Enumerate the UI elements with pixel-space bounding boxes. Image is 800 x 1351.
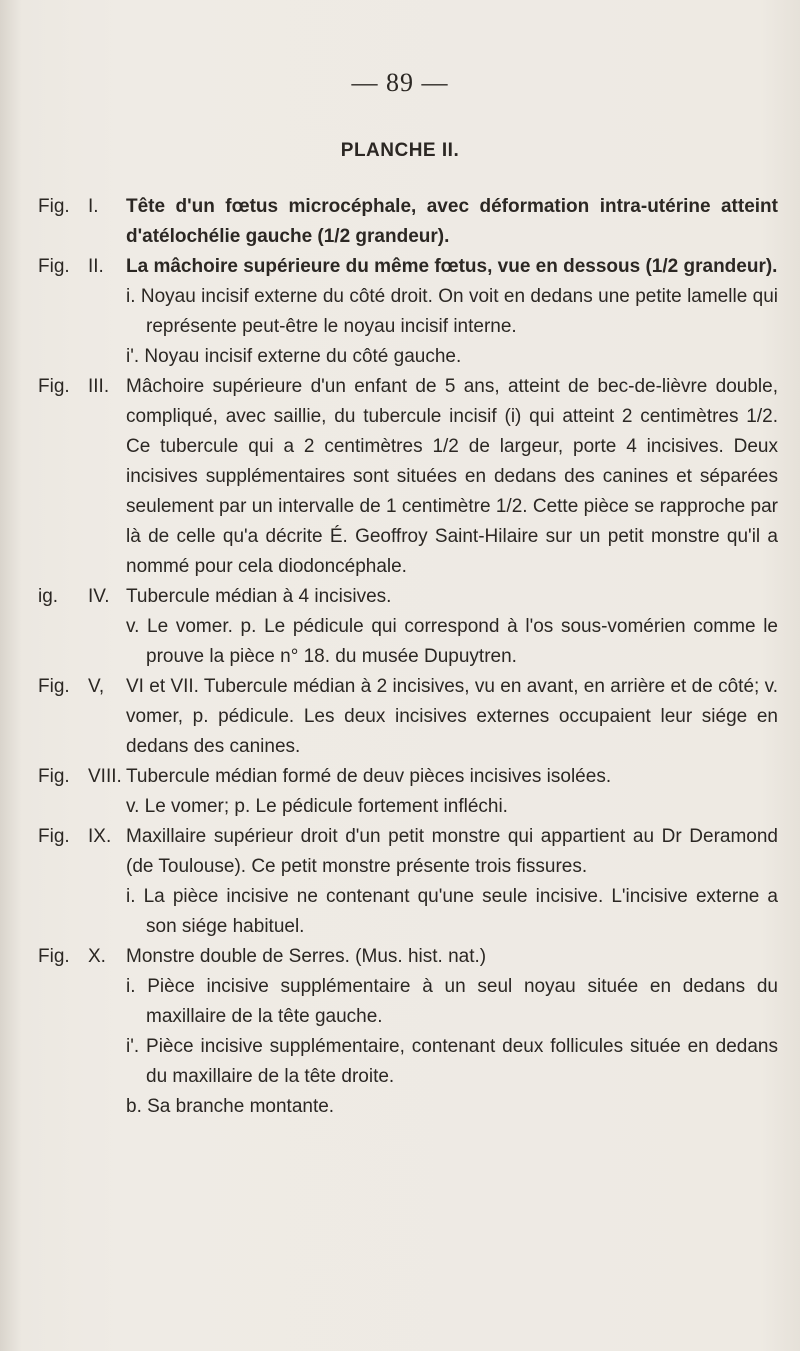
fig-number: II.: [88, 256, 104, 277]
fig-caption: VI et VII. Tubercule médian à 2 incisives, vu en avant, en arrière et de côté; v. vomer, p. pédicule. Les deux incisives externes occupaient leur siége en dedans des canines.: [126, 676, 778, 757]
fig-label: Fig.: [38, 196, 70, 217]
fig-sub-caption: i. La pièce incisive ne contenant qu'une seule incisive. L'incisive externe a son siége habituel.: [126, 886, 778, 937]
fig-label: Fig.: [38, 376, 70, 397]
figure-entry-2: [38, 252, 778, 282]
fig-sub-caption: i. Pièce incisive supplémentaire à un seul noyau située en dedans du maxillaire de la tête gauche.: [126, 976, 778, 1027]
fig-label: Fig.: [38, 256, 70, 277]
figure-entry-5: [38, 672, 778, 762]
fig-number: V,: [88, 676, 105, 697]
fig-sub-caption: i'. Pièce incisive supplémentaire, contenant deux follicules située en dedans du maxillaire de la tête droite.: [126, 1036, 778, 1087]
plate-title: PLANCHE II.: [340, 140, 460, 161]
fig-label: Fig.: [38, 946, 70, 967]
fig-number: IX.: [88, 826, 112, 847]
fig-sub-caption: v. Le vomer. p. Le pédicule qui correspond à l'os sous-vomérien comme le prouve la pièce n° 18. du musée Dupuytren.: [126, 616, 778, 667]
figure-entry-10: [38, 942, 778, 972]
fig-label: Fig.: [38, 766, 70, 787]
fig-number: III.: [88, 376, 110, 397]
fig-label: Fig.: [38, 676, 70, 697]
fig-caption: Maxillaire supérieur droit d'un petit monstre qui appartient au Dr Deramond (de Toulouse). Ce petit monstre présente trois fissures.: [126, 826, 778, 877]
fig-number: IV.: [88, 586, 110, 607]
fig-label: ig.: [38, 586, 59, 607]
fig-number: VIII.: [88, 766, 122, 787]
figure-entry-9: [38, 822, 778, 882]
fig-sub-caption: b. Sa branche montante.: [126, 1096, 335, 1117]
fig-caption: Tubercule médian formé de deuv pièces incisives isolées.: [126, 766, 612, 787]
fig-caption: Tête d'un fœtus microcéphale, avec déformation intra-utérine atteint d'atélochélie gauche (1/2 grandeur).: [126, 196, 778, 247]
figure-entry-3: [38, 372, 778, 582]
page-number: — 89 —: [351, 68, 449, 97]
fig-caption: Mâchoire supérieure d'un enfant de 5 ans, atteint de bec-de-lièvre double, compliqué, avec saillie, du tubercule incisif (i) qui atteint 2 centimètres 1/2. Ce tubercule qui a 2 centimètres 1/2 de largeur, porte 4 incisives. Deux incisives supplémentaires sont situées en dedans des canines et séparées seulement par un intervalle de 1 centimètre 1/2. Cette pièce se rapproche par là de celle qu'a décrite É. Geoffroy Saint-Hilaire sur un petit monstre qu'il a nommé pour cela diodoncéphale.: [126, 376, 778, 577]
fig-caption: Tubercule médian à 4 incisives.: [126, 586, 392, 607]
fig-caption: La mâchoire supérieure du même fœtus, vue en dessous (1/2 grandeur).: [126, 256, 778, 277]
fig-sub-caption: i. Noyau incisif externe du côté droit. On voit en dedans une petite lamelle qui représente peut-être le noyau incisif interne.: [126, 286, 778, 337]
fig-sub-caption: i'. Noyau incisif externe du côté gauche.: [126, 346, 462, 367]
fig-number: I.: [88, 196, 99, 217]
fig-sub-caption: v. Le vomer; p. Le pédicule fortement infléchi.: [126, 796, 508, 817]
fig-label: Fig.: [38, 826, 70, 847]
figure-legend-list: [38, 192, 778, 1122]
figure-entry-8: [38, 762, 778, 792]
fig-caption: Monstre double de Serres. (Mus. hist. nat.): [126, 946, 487, 967]
figure-entry-1: [38, 192, 778, 252]
figure-entry-4: [38, 582, 778, 612]
fig-number: X.: [88, 946, 106, 967]
